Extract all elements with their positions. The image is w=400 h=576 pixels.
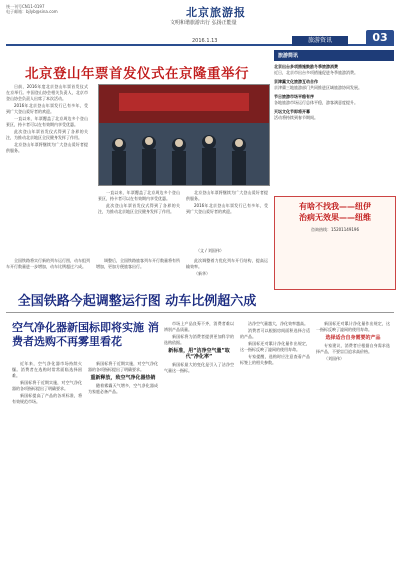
rail-para: 调整后，全国铁路旅客列车开行数量将有所增加，更加方便旅客出行。 <box>96 258 180 269</box>
lead-text-col-3 <box>186 190 268 216</box>
ap-para: 新国标将为消费者提供更加科学的选购依据。 <box>164 334 234 345</box>
meta-line-1: 统一刊号CN11-0197 <box>6 4 45 9</box>
brief-text: 京津冀三地旅游部门共同推进区域旅游协同发展。 <box>274 85 362 90</box>
paper-title: 北京旅游报 <box>186 6 246 19</box>
brief-title: 天坛文化节即将开幕 <box>274 109 310 114</box>
lead-text-col-2 <box>98 190 180 216</box>
rail-headline: 全国铁路今起调整运行图 动车比例超六成 <box>17 294 257 309</box>
advert-text: 咨询热线：15201149196 <box>311 227 359 232</box>
brief-item <box>274 64 394 76</box>
lead-byline: （文 / 刘国伟） <box>196 248 224 253</box>
ap-subhead-1: 重新释放，致空气净化器热销 <box>90 375 156 381</box>
brief-title: 节日旅游市场平稳有序 <box>274 94 314 99</box>
meta-line-2: 电子邮箱：bjlyb@sina.com <box>6 9 58 14</box>
lead-para: 2016年北京登山年票发行已有多年，受到广大登山爱好者的欢迎。 <box>6 103 88 114</box>
rail-byline: （新华） <box>194 271 210 276</box>
ap-para: 新国标还对累计净化量作出规定，这一指标反映了滤网的使用寿命。 <box>316 321 390 332</box>
lead-para: 日前，2016年度北京登山年票首发仪式在京举行。中国登山协会相关负责人，北京市登山协会负责人出席了本次活动。 <box>6 84 88 101</box>
event-photo-image <box>99 85 269 185</box>
lead-headline: 北京登山年票首发仪式在京隆重举行 <box>25 66 249 82</box>
lead-para: 此次登山年票首发仪式得到了各界的关注，为推动北京地区全民健身发挥了作用。 <box>98 203 180 214</box>
issue-date: 2016.1.13 <box>192 38 218 44</box>
ap-para: 专家提醒，选购时应注意查看产品标签上的相关参数。 <box>240 354 310 365</box>
rail-text-col-3 <box>186 258 268 278</box>
lead-para: 2016年北京登山年票发行已有多年，受到广大登山爱好者的欢迎。 <box>186 203 268 214</box>
ap-para: 新国标将于近期实施，对空气净化器的各项指标提出了明确要求。 <box>88 361 158 372</box>
ap-col-4 <box>240 321 310 367</box>
briefs-title: 旅游简讯 <box>274 50 394 61</box>
rail-text-col-1 <box>6 258 90 271</box>
brief-text: 近日，北京市出台多项措施促进冬季旅游消费。 <box>274 70 358 75</box>
rail-para: 全国铁路将实行新的列车运行图，动车组列车开行数量进一步增加，动车比例超过六成。 <box>6 258 90 269</box>
brief-title: 北京出台多项措施鼓励冬季旅游消费 <box>274 64 338 69</box>
lead-para: 此次登山年票首发仪式得到了各界的关注，为推动北京地区全民健身发挥了作用。 <box>6 129 88 140</box>
header-meta <box>6 4 156 14</box>
paper-slogan: 文明和谐旅游出行 弘扬正能量 <box>170 20 237 26</box>
ap-para: 新国标提高了产品的各项标准，将有效规范市场。 <box>12 393 82 404</box>
ap-col-2 <box>88 361 158 396</box>
rail-para: 此次调整着力优化列车开行结构，提高运输效率。 <box>186 258 268 269</box>
ap-col-5 <box>316 321 390 363</box>
lead-para: 北京登山年票将继续为广大登山爱好者提供服务。 <box>186 190 268 201</box>
page-header <box>6 4 394 46</box>
ap-byline: （刘国伟） <box>324 356 344 361</box>
ap-para: 洁净空气量越大，净化效率越高。 <box>248 321 308 326</box>
brief-text: 各地旅游市场运行总体平稳，游客满意度提升。 <box>274 100 358 105</box>
ap-para: 近年来，空气净化器市场持续火爆。消费者在选购时常常面临选择困难。 <box>12 361 82 378</box>
lead-para: 一直以来，年票覆盖了北京周边多个登山景区，持卡者可以在有效期内享受优惠。 <box>98 190 180 201</box>
air-purifier-headline: 空气净化器新国标即将实施 消费者选购不再雾里看花 <box>12 321 159 348</box>
page-number: 03 <box>366 30 394 46</box>
brief-title: 京津冀文化旅游互动合作 <box>274 79 318 84</box>
ap-subhead-2: 新标准，用“洁净空气量”取代“净化率” <box>168 348 230 360</box>
ap-para: 专家建议，消费者应根据自身需求选择产品，不要盲目追求高价格。 <box>316 343 390 354</box>
advert-box <box>274 196 396 290</box>
lead-text-col <box>6 84 88 155</box>
advert-title-1: 有啥不找我——纽伊 <box>299 202 371 211</box>
advert-title-2: 治病无效果——纽维 <box>299 213 371 222</box>
rail-text-col-2 <box>96 258 180 271</box>
lead-para: 一直以来，年票覆盖了北京周边多个登山景区，持卡者可以在有效期内享受优惠。 <box>6 116 88 127</box>
event-photo <box>98 84 270 186</box>
air-purifier-article <box>6 312 394 573</box>
section-badge: 旅游资讯 <box>292 36 348 46</box>
ap-para: 新国标还对累计净化量作出规定，这一指标反映了滤网的使用寿命。 <box>240 341 310 352</box>
brief-item <box>274 79 394 91</box>
ap-para: 消费者可以根据房间面积选择合适的产品。 <box>240 328 310 339</box>
brief-item <box>274 109 394 121</box>
brief-item <box>274 94 394 106</box>
ap-col-3 <box>164 321 234 375</box>
brief-text: 活动将持续到春节期间。 <box>274 115 318 120</box>
lead-para: 北京登山年票将继续为广大登山爱好者提供服务。 <box>6 142 88 153</box>
ap-col-1 <box>12 361 82 406</box>
ap-para: 新国标最大的变化是引入了洁净空气量这一指标。 <box>164 362 234 373</box>
ap-subhead-3: 选择适合自身需要的产品 <box>325 335 381 341</box>
ap-para: 随着雾霾天气增多，空气净化器成为家庭必备产品。 <box>88 383 158 394</box>
ap-para: 市场上产品良莠不齐，消费者难以辨别产品质量。 <box>164 321 234 332</box>
ap-para: 新国标将于近期实施，对空气净化器的各项指标提出了明确要求。 <box>12 380 82 391</box>
